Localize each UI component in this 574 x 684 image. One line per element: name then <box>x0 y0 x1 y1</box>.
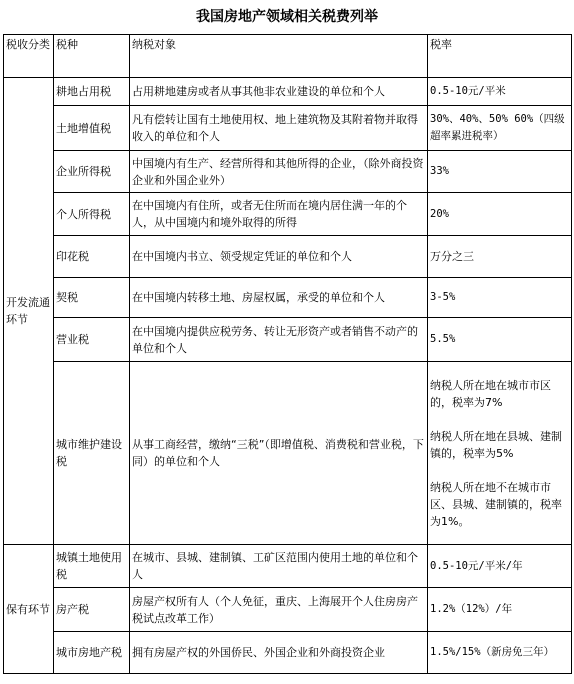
tax-object: 凡有偿转让国有土地使用权、地上建筑物及其附着物并取得收入的单位和个人 <box>130 106 428 151</box>
table-row <box>4 236 572 278</box>
tax-rate: 万分之三 <box>428 236 572 278</box>
tax-object: 占用耕地建房或者从事其他非农业建设的单位和个人 <box>130 78 428 106</box>
tax-rate: 20% <box>428 193 572 236</box>
table-row <box>4 106 572 151</box>
tax-name: 耕地占用税 <box>54 78 130 106</box>
header-stage: 税收分类 <box>4 35 54 78</box>
tax-table <box>3 34 572 674</box>
page-title: 我国房地产领域相关税费列举 <box>196 9 378 25</box>
tax-rate: 5.5% <box>428 318 572 362</box>
tax-object: 在中国境内提供应税劳务、转让无形资产或者销售不动产的单位和个人 <box>130 318 428 362</box>
tax-object: 从事工商经营，缴纳“三税”（即增值税、消费税和营业税，下同）的单位和个人 <box>130 362 428 545</box>
tax-rate: 0.5-10元/平米 <box>428 78 572 106</box>
table-row <box>4 193 572 236</box>
table-row <box>4 78 572 106</box>
tax-name: 土地增值税 <box>54 106 130 151</box>
table-row <box>4 362 572 545</box>
tax-rate-part: 纳税人所在地不在城市市区、县城、建制镇的，税率为1%。 <box>430 480 562 528</box>
tax-name: 印花税 <box>54 236 130 278</box>
header-tax: 税种 <box>54 35 130 78</box>
tax-object: 在中国境内转移土地、房屋权属，承受的单位和个人 <box>130 278 428 318</box>
table-row <box>4 318 572 362</box>
tax-rate-multi <box>428 362 572 545</box>
tax-rate: 0.5-10元/平米/年 <box>428 545 572 588</box>
table-row <box>4 278 572 318</box>
tax-rate: 3-5% <box>428 278 572 318</box>
tax-name: 城市维护建设税 <box>54 362 130 545</box>
table-row <box>4 151 572 193</box>
tax-name: 个人所得税 <box>54 193 130 236</box>
tax-rate: 1.5%/15%（新房免三年） <box>428 632 572 674</box>
header-rate: 税率 <box>428 35 572 78</box>
tax-rate: 33% <box>428 151 572 193</box>
table-header-row <box>4 35 572 78</box>
group-label-holding: 保有环节 <box>4 545 54 674</box>
header-object: 纳税对象 <box>130 35 428 78</box>
tax-name: 城镇土地使用税 <box>54 545 130 588</box>
tax-object: 在中国境内有住所，或者无住所而在境内居住满一年的个人，从中国境内和境外取得的所得 <box>130 193 428 236</box>
table-row <box>4 545 572 588</box>
tax-object: 房屋产权所有人（个人免征，重庆、上海展开个人住房房产税试点改革工作） <box>130 588 428 632</box>
tax-name: 企业所得税 <box>54 151 130 193</box>
tax-name: 契税 <box>54 278 130 318</box>
tax-object: 在中国境内书立、领受规定凭证的单位和个人 <box>130 236 428 278</box>
group-label-development: 开发流通环节 <box>4 78 54 545</box>
table-row <box>4 632 572 674</box>
tax-name: 房产税 <box>54 588 130 632</box>
tax-rate-part: 纳税人所在地在城市市区的，税率为7% <box>430 378 551 409</box>
tax-name: 营业税 <box>54 318 130 362</box>
tax-object: 中国境内有生产、经营所得和其他所得的企业，（除外商投资企业和外国企业外） <box>130 151 428 193</box>
table-row <box>4 588 572 632</box>
tax-rate-part: 纳税人所在地在县城、建制镇的，税率为5% <box>430 429 562 460</box>
tax-rate: 30%、40%、50% 60%（四级超率累进税率） <box>428 106 572 151</box>
tax-name: 城市房地产税 <box>54 632 130 674</box>
tax-rate: 1.2%（12%）/年 <box>428 588 572 632</box>
tax-object: 在城市、县城、建制镇、工矿区范围内使用土地的单位和个人 <box>130 545 428 588</box>
tax-object: 拥有房屋产权的外国侨民、外国企业和外商投资企业 <box>130 632 428 674</box>
